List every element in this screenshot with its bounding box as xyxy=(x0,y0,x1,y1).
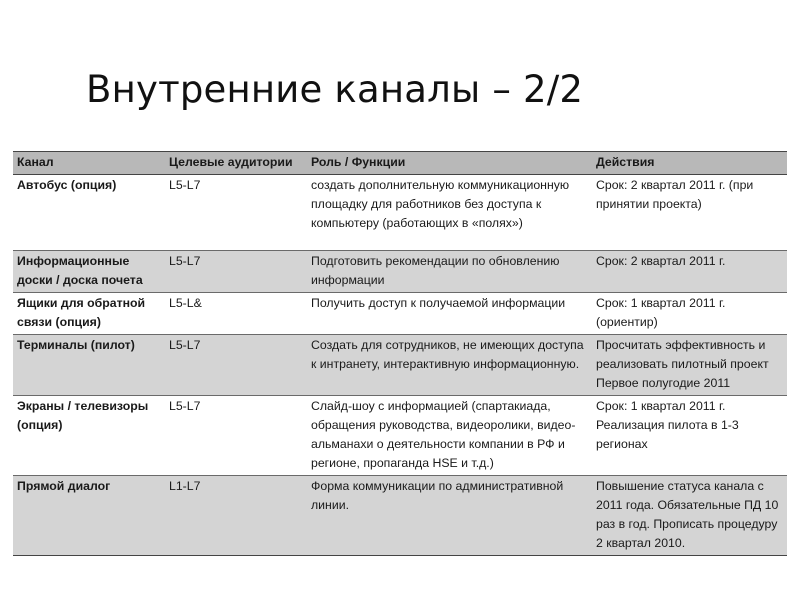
cell-channel: Прямой диалог xyxy=(17,479,111,493)
table-row xyxy=(13,293,787,335)
cell-actions: Повышение статуса канала с 2011 года. Обязательные ПД 10 раз в год. Прописать процедуру 2 квартал 2010. xyxy=(596,479,779,550)
cell-actions: Срок: 2 квартал 2011 г. xyxy=(596,254,726,268)
header-channel: Канал xyxy=(17,155,54,169)
cell-role: Форма коммуникации по административной линии. xyxy=(311,479,564,512)
table-row xyxy=(13,251,787,293)
cell-channel: Информационные доски / доска почета xyxy=(17,254,143,287)
slide-title: Внутренние каналы – 2/2 xyxy=(86,68,584,111)
cell-role: Слайд-шоу с информацией (спартакиада, обращения руководства, видеоролики, видео-альманахи о деятельности компании в РФ и регионе, пропаганда HSE и т.д.) xyxy=(311,399,576,470)
table-row xyxy=(13,396,787,476)
cell-actions: Просчитать эффективность и реализовать пилотный проект Первое полугодие 2011 xyxy=(596,338,769,390)
cell-audience: L5-L7 xyxy=(169,254,201,268)
cell-actions: Срок: 1 квартал 2011 г. Реализация пилота в 1-3 регионах xyxy=(596,399,739,451)
cell-channel: Экраны / телевизоры (опция) xyxy=(17,399,149,432)
cell-role: Получить доступ к получаемой информации xyxy=(311,296,566,310)
cell-channel: Автобус (опция) xyxy=(17,178,117,192)
cell-audience: L5-L7 xyxy=(169,338,201,352)
table-row xyxy=(13,175,787,251)
cell-actions: Срок: 1 квартал 2011 г. (ориентир) xyxy=(596,296,726,329)
cell-channel: Ящики для обратной связи (опция) xyxy=(17,296,146,329)
table-header-row xyxy=(13,152,787,175)
cell-role: Подготовить рекомендации по обновлению информации xyxy=(311,254,560,287)
cell-audience: L5-L7 xyxy=(169,399,201,413)
header-role: Роль / Функции xyxy=(311,155,406,169)
channels-table xyxy=(13,151,787,556)
cell-channel: Терминалы (пилот) xyxy=(17,338,135,352)
table-row xyxy=(13,335,787,396)
header-actions: Действия xyxy=(596,155,655,169)
table-row xyxy=(13,476,787,556)
cell-actions: Срок: 2 квартал 2011 г. (при принятии проекта) xyxy=(596,178,754,211)
cell-audience: L5-L7 xyxy=(169,178,201,192)
cell-role: Создать для сотрудников, не имеющих доступа к интранету, интерактивную информационную. xyxy=(311,338,584,371)
cell-audience: L5-L& xyxy=(169,296,202,310)
header-audience: Целевые аудитории xyxy=(169,155,293,169)
cell-audience: L1-L7 xyxy=(169,479,201,493)
cell-role: создать дополнительную коммуникационную площадку для работников без доступа к компьютеру (работающих в «полях») xyxy=(311,178,570,230)
